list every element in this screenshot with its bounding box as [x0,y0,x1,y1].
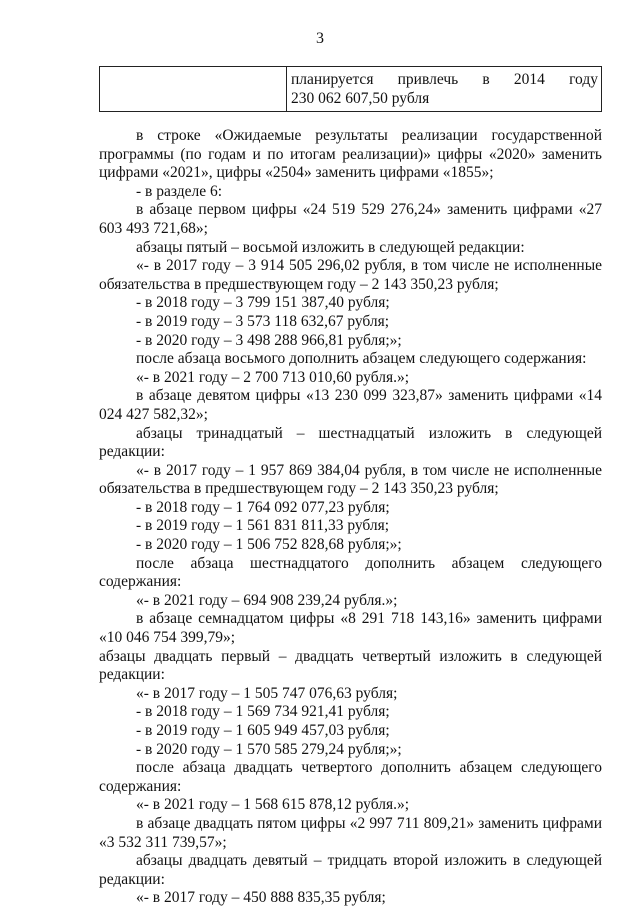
paragraph: абзацы тринадцатый – шестнадцатый изложить в следующей редакции: [99,424,602,461]
paragraph: - в 2018 году – 1 764 092 077,23 рубля; [136,498,390,516]
paragraph: «- в 2017 году – 1 505 747 076,63 рубля; [136,684,398,702]
paragraph: абзацы пятый – восьмой изложить в следующей редакции: [136,238,525,256]
page-number: 3 [316,30,324,47]
paragraph: - в 2020 году – 1 506 752 828,68 рубля;»; [136,536,402,554]
paragraph: после абзаца восьмого дополнить абзацем следующего содержания: [136,350,587,368]
paragraph: в абзаце семнадцатом цифры «8 291 718 143,16» заменить цифрами «10 046 754 399,79»; [99,610,602,647]
paragraph: в строке «Ожидаемые результаты реализации государственной программы (по годам и по итогам реализации)» цифры «2020» заменить цифрами «2021», цифры «2504» заменить цифрами «1855»; [99,127,602,182]
paragraph: «- в 2021 году – 1 568 615 878,12 рубля.»; [136,796,410,814]
paragraph: - в 2019 году – 3 573 118 632,67 рубля; [136,312,390,330]
table-cell-line: планируется привлечь в 2014 году [291,71,598,88]
paragraph: абзацы двадцать девятый – тридцать второй изложить в следующей редакции: [99,852,602,888]
paragraph: «- в 2021 году – 2 700 713 010,60 рубля.»; [136,368,410,386]
paragraph: в абзаце девятом цифры «13 230 099 323,87» заменить цифрами «14 024 427 582,32»; [99,387,602,423]
paragraph: «- в 2017 году – 450 888 835,35 рубля; [136,889,386,907]
paragraph: - в 2018 году – 3 799 151 387,40 рубля; [136,294,390,312]
table-row [100,67,602,112]
paragraph: после абзаца двадцать четвертого дополнить абзацем следующего содержания: [99,759,602,795]
paragraph: - в 2019 году – 1 561 831 811,33 рубля; [136,517,390,535]
document-body [99,127,602,908]
paragraph: - в 2018 году – 1 569 734 921,41 рубля; [136,703,390,721]
paragraph: «- в 2021 году – 694 908 239,24 рубля.»; [136,591,398,609]
table-cell-text [287,67,602,112]
paragraph: в абзаце двадцать пятом цифры «2 997 711 809,21» заменить цифрами «3 532 311 739,57»; [99,814,602,851]
paragraph: в абзаце первом цифры «24 519 529 276,24» заменить цифрами «27 603 493 721,68»; [99,201,602,237]
paragraph: - в разделе 6: [136,182,223,200]
paragraph: «- в 2017 году – 1 957 869 384,04 рубля, в том числе не исполненные обязательства в предшествующем году – 2 143 350,23 рубля; [99,461,602,498]
paragraph: - в 2020 году – 3 498 288 966,81 рубля;»; [136,331,402,349]
paragraph: «- в 2017 году – 3 914 505 296,02 рубля, в том числе не исполненные обязательства в предшествующем году – 2 143 350,23 рубля; [99,257,602,293]
program-table-fragment [99,66,602,112]
paragraph: абзацы двадцать первый – двадцать четвертый изложить в следующей редакции: [99,647,602,684]
table-cell-empty [100,67,287,112]
paragraph: - в 2019 году – 1 605 949 457,03 рубля; [136,722,390,739]
paragraph: после абзаца шестнадцатого дополнить абзацем следующего содержания: [99,554,602,591]
table-cell-line: 230 062 607,50 рубля [291,90,430,107]
paragraph: - в 2020 году – 1 570 585 279,24 рубля;»; [136,740,402,758]
